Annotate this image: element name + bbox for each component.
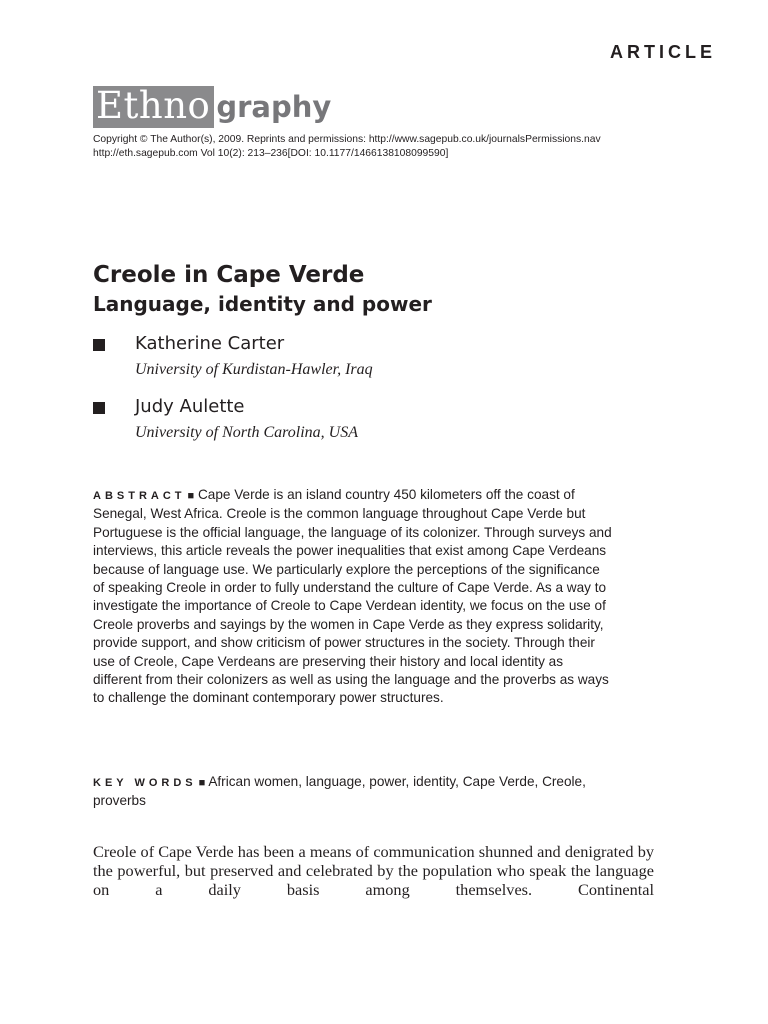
bullet-square-icon [93,402,105,414]
copyright-block [93,133,693,161]
article-title: Creole in Cape Verde [93,262,365,288]
abstract [93,486,613,708]
body-paragraph: Creole of Cape Verde has been a means of communication shunned and denigrated by the powerful, but preserved and celebrated by the population who speak the language on a daily basis among themselves. Continental [93,842,654,899]
journal-logo-boxed: Ethno [93,86,214,128]
citation-line: http://eth.sagepub.com Vol 10(2): 213–236[DOI: 10.1177/1466138108099590] [93,148,449,159]
author-affiliation: University of North Carolina, USA [135,424,358,441]
keywords [93,773,613,811]
separator-square-icon: ■ [187,490,195,502]
copyright-line: Copyright © The Author(s), 2009. Reprints and permissions: http://www.sagepub.co.uk/journalsPermissions.nav [93,134,601,145]
journal-logo [93,84,331,128]
author-affiliation: University of Kurdistan-Hawler, Iraq [135,361,373,378]
article-subtitle: Language, identity and power [93,292,432,316]
author-name: Judy Aulette [135,396,245,417]
keywords-text: African women, language, power, identity, Cape Verde, Creole, proverbs [93,774,586,809]
keywords-label: KEY WORDS [93,777,197,789]
section-label: ARTICLE [610,42,716,62]
bullet-square-icon [93,339,105,351]
author-name: Katherine Carter [135,333,285,354]
separator-square-icon: ■ [198,777,206,789]
abstract-text: Cape Verde is an island country 450 kilometers off the coast of Senegal, West Africa. Creole is the common language throughout Cape Verde but Portuguese is the official language, the language of its colonizer. Through surveys and interviews, this article reveals the power inequalities that exist among Cape Verdeans because of language use. We particularly explore the perceptions of the significance of speaking Creole in order to fully understand the culture of Cape Verde. As a way to investigate the importance of Creole to Cape Verdean identity, we focus on the use of Creole proverbs and sayings by the women in Cape Verde as they express solidarity, provide support, and show criticism of power structures in the society. Through their use of Creole, Cape Verdeans are preserving their history and local identity as different from their colonizers as well as using the language and the proverbs as ways to challenge the dominant contemporary power structures. [93,487,612,706]
abstract-label: ABSTRACT [93,490,186,502]
journal-logo-rest: graphy [216,90,332,124]
